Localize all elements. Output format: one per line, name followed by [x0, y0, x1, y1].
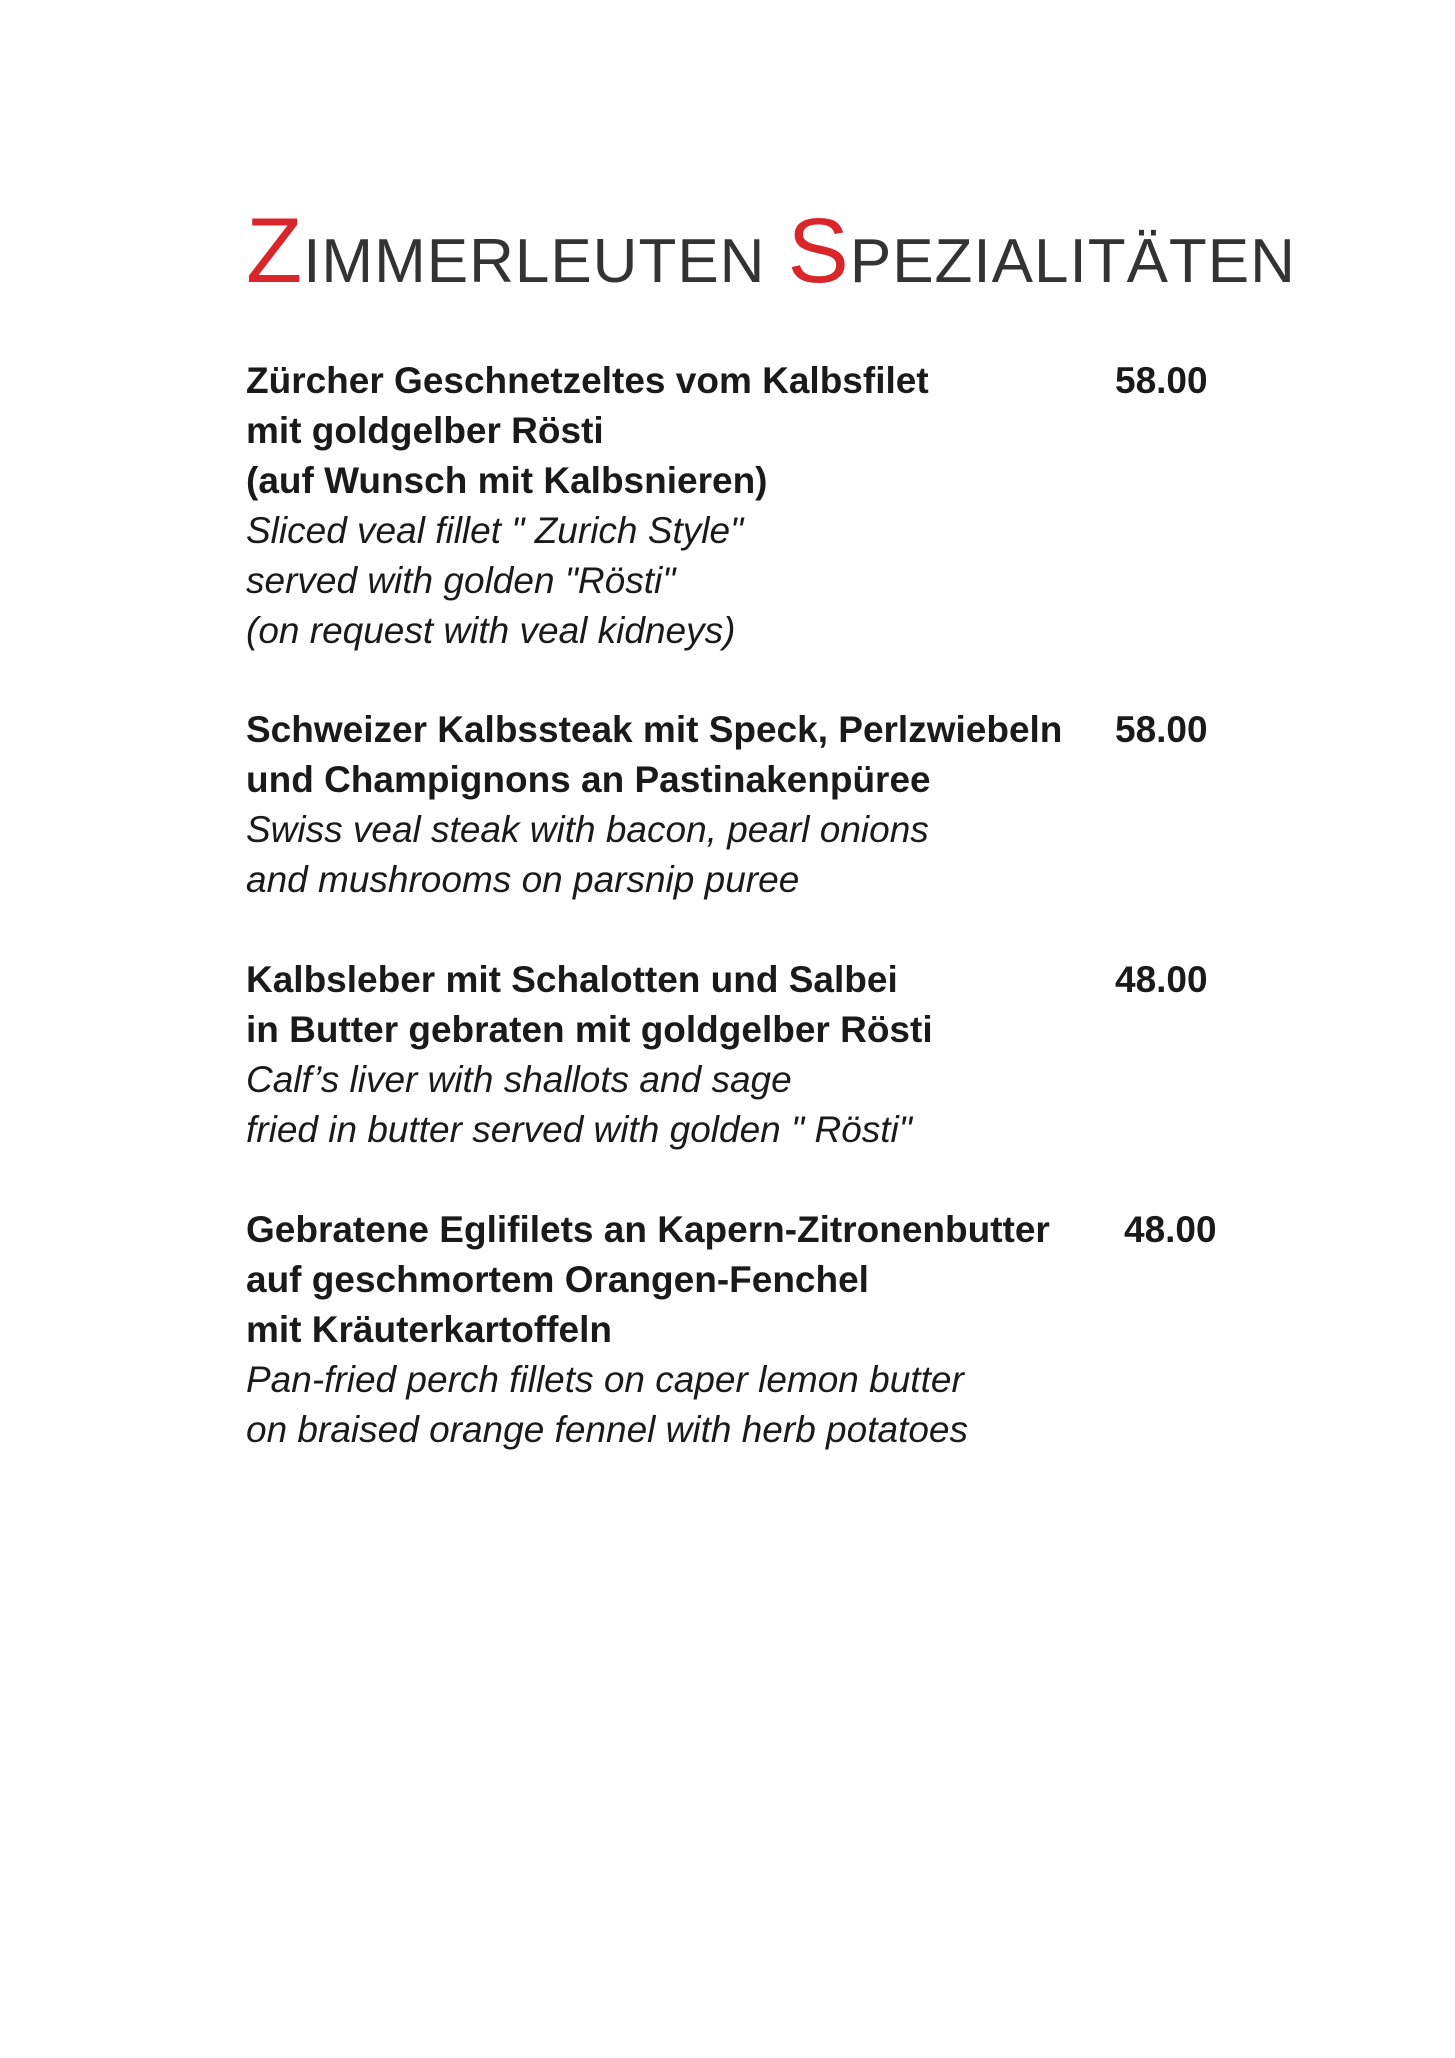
- menu-item-eglifilets: [246, 1205, 1226, 1455]
- item-english-line: Sliced veal fillet " Zurich Style": [246, 510, 744, 551]
- item-price: 48.00: [1124, 1209, 1217, 1250]
- item-english-line: fried in butter served with golden " Rösti": [246, 1109, 912, 1150]
- item-english-line: on braised orange fennel with herb potatoes: [246, 1409, 969, 1450]
- menu-item-kalbsleber: [246, 955, 1226, 1155]
- title-initial-s: S: [787, 200, 850, 302]
- item-german-line: auf geschmortem Orangen-Fenchel: [246, 1259, 869, 1300]
- item-english-line: (on request with veal kidneys): [246, 610, 736, 651]
- item-price: 58.00: [1115, 360, 1208, 401]
- item-english-line: and mushrooms on parsnip puree: [246, 859, 800, 900]
- item-english-line: served with golden "Rösti": [246, 560, 676, 601]
- item-price: 58.00: [1115, 709, 1208, 750]
- item-german-line: und Champignons an Pastinakenpüree: [246, 759, 931, 800]
- item-german-line: mit Kräuterkartoffeln: [246, 1309, 612, 1350]
- item-german-line: mit goldgelber Rösti: [246, 410, 604, 451]
- item-german-line: Zürcher Geschnetzeltes vom Kalbsfilet: [246, 360, 929, 401]
- title-word-1-rest: IMMERLEUTEN: [303, 227, 766, 296]
- item-english-line: Swiss veal steak with bacon, pearl onions: [246, 809, 929, 850]
- title-word-2-rest: PEZIALITÄTEN: [849, 227, 1296, 296]
- title-initial-z: Z: [246, 200, 304, 302]
- item-english-line: Pan-fried perch fillets on caper lemon butter: [246, 1359, 964, 1400]
- item-german-line: Schweizer Kalbssteak mit Speck, Perlzwiebeln: [246, 709, 1063, 750]
- item-price: 48.00: [1115, 959, 1208, 1000]
- item-german-line: in Butter gebraten mit goldgelber Rösti: [246, 1009, 933, 1050]
- page-title: [246, 200, 1296, 302]
- item-english-line: Calf’s liver with shallots and sage: [246, 1059, 792, 1100]
- menu-item-geschnetzeltes: [246, 356, 1226, 656]
- menu-item-kalbssteak: [246, 705, 1226, 905]
- item-german-line: (auf Wunsch mit Kalbsnieren): [246, 460, 768, 501]
- item-german-line: Gebratene Eglifilets an Kapern-Zitronenbutter: [246, 1209, 1050, 1250]
- item-german-line: Kalbsleber mit Schalotten und Salbei: [246, 959, 898, 1000]
